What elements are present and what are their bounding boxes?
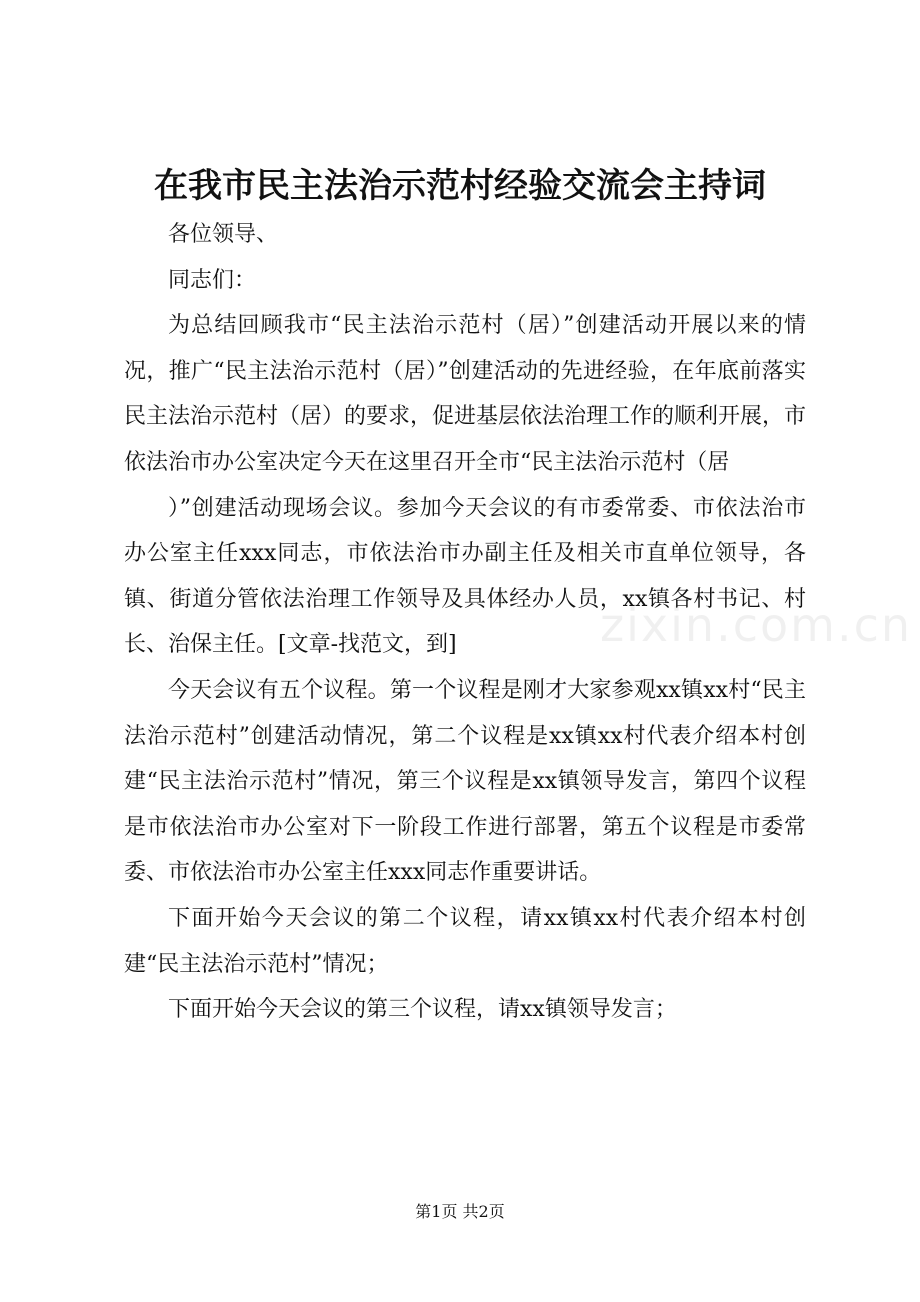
salutation-line-1: 各位领导、 xyxy=(168,222,279,247)
paragraph-intro: 为总结回顾我市“民主法治示范村（居）”创建活动开展以来的情况，推广“民主法治示范村（居）”创建活动的先进经验，在年底前落实民主法治示范村（居）的要求，促进基层依法治理工作的顺利开展，市依法治市办公室决定今天在这里召开全市“民主法治示范村（居 xyxy=(124,313,807,475)
watermark: zixin.com.cn xyxy=(600,598,913,652)
document-body xyxy=(124,212,806,1033)
salutation-line-2: 同志们： xyxy=(168,267,257,293)
paragraph-agenda-3: 下面开始今天会议的第三个议程，请xx镇领导发言； xyxy=(168,997,677,1023)
document-title: 在我市民主法治示范村经验交流会主持词 xyxy=(154,166,766,206)
paragraph-agenda-2: 下面开始今天会议的第二个议程，请xx镇xx村代表介绍本村创建“民主法治示范村”情况； xyxy=(124,905,806,977)
paragraph-agenda: 今天会议有五个议程。第一个议程是刚才大家参观xx镇xx村“民主法治示范村”创建活动情况，第二个议程是xx镇xx村代表介绍本村创建“民主法治示范村”情况，第三个议程是xx镇领导发言，第四个议程是市依法治市办公室对下一阶段工作进行部署，第五个议程是市委常委、市依法治市办公室主任xxx同志作重要讲话。 xyxy=(124,677,806,886)
paragraph-attendees: ）”创建活动现场会议。参加今天会议的有市委常委、市依法治市办公室主任xxx同志，市依法治市办副主任及相关市直单位领导，各镇、街道分管依法治理工作领导及具体经办人员，xx镇各村书记、村长、治保主任。[文章-找范文，到] xyxy=(124,495,806,658)
page-footer: 第1页 共2页 xyxy=(415,1202,505,1221)
